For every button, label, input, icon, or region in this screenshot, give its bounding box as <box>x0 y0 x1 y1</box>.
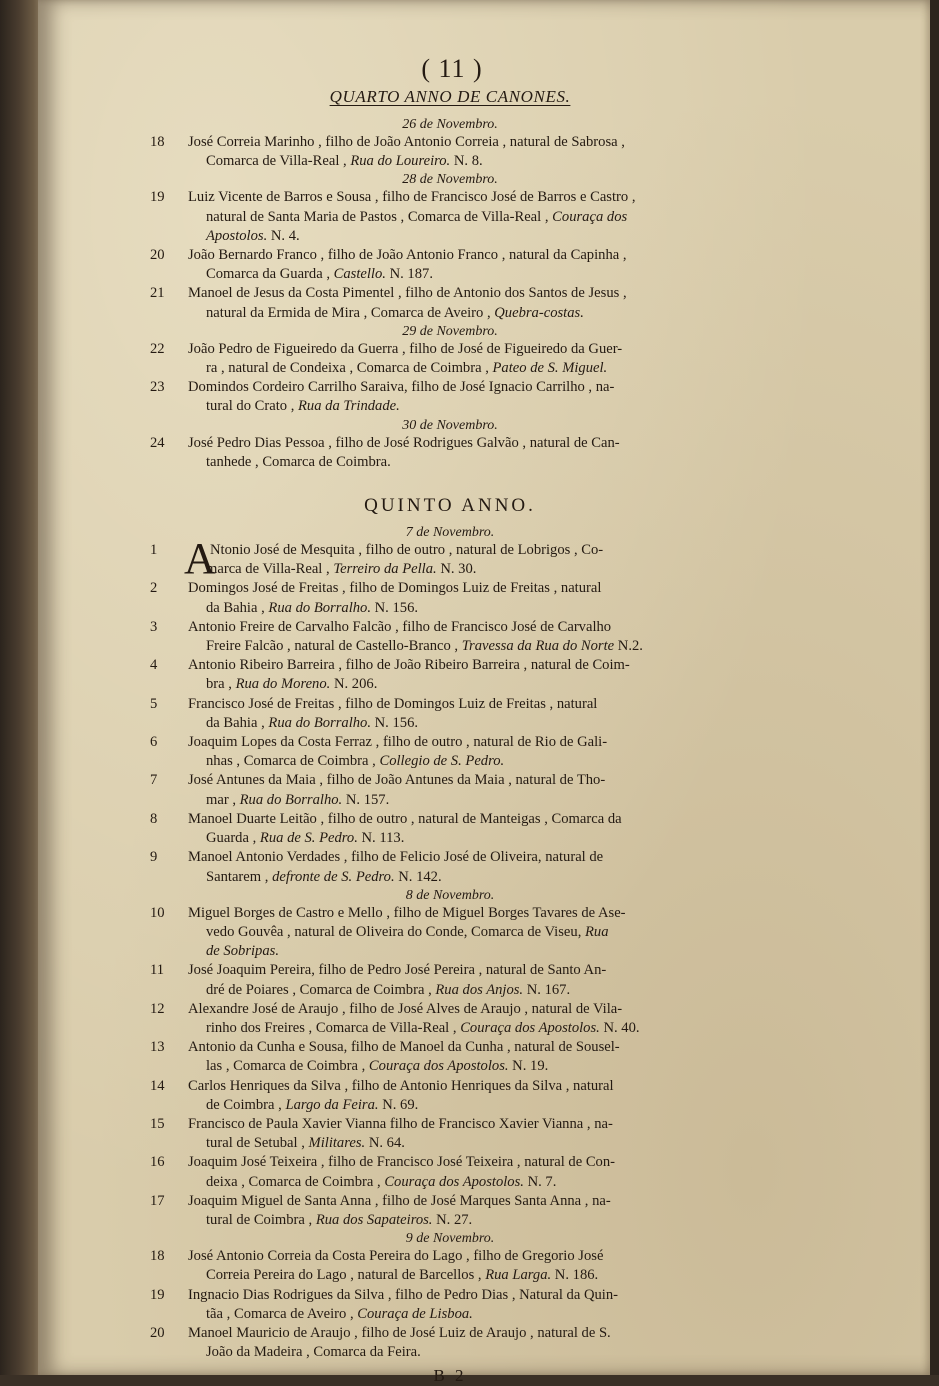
house-number: N. 167. <box>523 981 571 998</box>
street-address: Rua de S. Pedro. <box>259 830 358 847</box>
entry-text: da Bahia , <box>206 599 269 616</box>
entry-number: 13 <box>150 1039 165 1056</box>
entry-text-line: Luiz Vicente de Barros e Sousa , filho de Francisco José de Barros e Castro , <box>188 189 636 206</box>
list-item <box>150 340 750 378</box>
list-item <box>150 618 750 656</box>
entry-text-line: José Antunes da Maia , filho de João Antunes da Maia , natural de Tho- <box>188 772 606 789</box>
entry-number: 18 <box>150 1248 165 1265</box>
entry-text-line <box>188 397 750 416</box>
entry-text-line: Manoel Antonio Verdades , filho de Felicio José de Oliveira, natural de <box>188 849 604 866</box>
entry-text-line: Manoel Mauricio de Araujo , filho de José Luiz de Araujo , natural de S. <box>188 1324 611 1341</box>
entry-text-line <box>188 1266 750 1285</box>
entry-text-line: Manoel Duarte Leitão , filho de outro , natural de Manteigas , Comarca da <box>188 810 622 827</box>
street-address: Rua do Loureiro. <box>350 153 451 170</box>
entry-text-line: Joaquim Lopes da Costa Ferraz , filho de outro , natural de Rio de Gali- <box>188 734 608 751</box>
entry-text-line: José Joaquim Pereira, filho de Pedro José Pereira , natural de Santo An- <box>188 962 607 979</box>
entry-number: 1 <box>150 542 158 559</box>
list-item <box>150 695 750 733</box>
street-address: Rua do Moreno. <box>235 676 331 693</box>
street-address: Rua dos Sapateiros. <box>315 1211 433 1228</box>
house-number: N. 27. <box>432 1211 473 1228</box>
entry-number: 2 <box>150 580 158 597</box>
house-number: N. 156. <box>370 714 419 731</box>
list-item <box>150 246 750 284</box>
entry-text-line <box>188 1096 750 1115</box>
entry-text-line <box>188 1019 750 1038</box>
entry-text-line <box>188 1134 750 1153</box>
house-number: N. 186. <box>551 1267 599 1284</box>
house-number: N. 113. <box>357 830 405 847</box>
entry-text-line: Antonio Freire de Carvalho Falcão , filho de Francisco José de Carvalho <box>188 618 612 635</box>
entry-text-line <box>188 714 750 733</box>
entry-number: 10 <box>150 904 165 921</box>
street-address: Rua do Borralho. <box>239 791 343 808</box>
entry-text-line: Ntonio José de Mesquita , filho de outro , natural de Lobrigos , Co- <box>210 542 604 559</box>
entry-text-line <box>188 675 750 694</box>
street-address: Rua <box>585 923 609 940</box>
street-address: Rua do Borralho. <box>268 714 371 731</box>
list-item <box>150 1077 750 1115</box>
entry-text-line: José Correia Marinho , filho de João Antonio Correia , natural de Sabrosa , <box>188 134 625 150</box>
entry-text-line <box>188 752 750 771</box>
list-item <box>150 1115 750 1153</box>
list-item <box>150 133 750 171</box>
entry-text: João da Madeira , Comarca da Feira. <box>206 1344 421 1361</box>
entry-number: 3 <box>150 618 158 635</box>
street-address: Apostolos. <box>206 227 268 244</box>
entry-text: Comarca de Villa-Real , <box>206 153 351 170</box>
street-address: Rua Larga. <box>485 1267 552 1284</box>
entry-text-line <box>188 599 750 618</box>
house-number: N. 8. <box>450 153 483 170</box>
entry-number: 20 <box>150 1324 165 1341</box>
page-edge <box>930 0 939 1375</box>
house-number: N. 156. <box>370 599 419 616</box>
house-number: N.2. <box>614 638 643 655</box>
entry-text-line: Antonio Ribeiro Barreira , filho de João Ribeiro Barreira , natural de Coim- <box>188 657 630 674</box>
street-address: Rua do Borralho. <box>268 599 371 616</box>
house-number: N. 30. <box>436 561 477 578</box>
entry-number: 19 <box>150 1286 165 1303</box>
entry-text-line: Joaquim José Teixeira , filho de Francisco José Teixeira , natural de Con- <box>188 1154 616 1171</box>
entry-text: nhas , Comarca de Coimbra , <box>206 753 380 770</box>
entry-text-line <box>188 637 750 656</box>
entry-text-line <box>188 868 750 887</box>
entry-number: 17 <box>150 1192 165 1209</box>
entry-text-line: João Bernardo Franco , filho de João Antonio Franco , natural da Capinha , <box>188 247 627 264</box>
entry-text: Freire Falcão , natural de Castello-Branco , <box>206 638 462 655</box>
entry-text-line <box>188 359 750 378</box>
date-line: 26 de Novembro. <box>402 117 498 132</box>
house-number: N. 40. <box>599 1019 640 1036</box>
entry-text-line <box>188 1305 750 1324</box>
street-address: Travessa da Rua do Norte <box>461 638 615 655</box>
entry-text-line: Manoel de Jesus da Costa Pimentel , filho de Antonio dos Santos de Jesus , <box>188 285 627 302</box>
list-item <box>150 188 750 246</box>
entry-text: rinho dos Freires , Comarca de Villa-Real , <box>206 1019 461 1036</box>
list-item <box>150 1247 750 1285</box>
entry-text-line <box>188 791 750 810</box>
date-line: 8 de Novembro. <box>405 887 495 903</box>
entry-text-line <box>188 1211 750 1230</box>
drop-capital: A <box>184 534 216 584</box>
list-item <box>150 378 750 416</box>
entry-number: 23 <box>150 379 165 396</box>
entry-text-line: Carlos Henriques da Silva , filho de Antonio Henriques da Silva , natural <box>188 1077 614 1094</box>
page-heading: QUARTO ANNO DE CANONES. <box>329 87 571 106</box>
list-item <box>150 1324 750 1362</box>
house-number: N. 187. <box>385 266 433 283</box>
book-spine-shadow <box>0 0 42 1375</box>
entry-number: 4 <box>150 657 158 674</box>
entry-text-line: José Pedro Dias Pessoa , filho de José Rodrigues Galvão , natural de Can- <box>188 434 620 451</box>
house-number: N. 19. <box>508 1058 549 1075</box>
house-number: N. 69. <box>378 1096 419 1113</box>
list-item <box>150 810 750 848</box>
entry-text: ra , natural de Condeixa , Comarca de Coimbra , <box>206 360 493 377</box>
list-item <box>150 284 750 322</box>
entry-text: vedo Gouvêa , natural de Oliveira do Conde, Comarca de Viseu, <box>206 923 585 940</box>
house-number: N. 64. <box>365 1135 405 1152</box>
entry-text-line: José Antonio Correia da Costa Pereira do Lago , filho de Gregorio José <box>188 1248 604 1265</box>
list-item <box>150 961 750 999</box>
section-title: QUINTO ANNO. <box>364 495 536 517</box>
entry-text-line <box>188 1057 750 1076</box>
entry-text-line <box>188 560 750 579</box>
list-item <box>150 434 750 472</box>
street-address: Terreiro da Pella. <box>333 561 437 578</box>
list-item <box>150 1192 750 1230</box>
list-item <box>150 1153 750 1191</box>
entry-text-line <box>188 923 750 942</box>
signature-mark: B 2 <box>433 1366 467 1386</box>
list-item <box>150 656 750 694</box>
entry-number: 7 <box>150 772 158 789</box>
list-item <box>150 579 750 617</box>
entry-text: Santarem , <box>206 868 273 885</box>
street-address: Couraça dos Apostolos. <box>460 1019 600 1036</box>
entry-number: 21 <box>150 285 165 302</box>
fifth-year-list <box>150 524 750 1362</box>
entry-text: natural de Santa Maria de Pastos , Comarca de Villa-Real , <box>206 208 553 225</box>
entry-text-line <box>188 453 750 472</box>
entry-text: bra , <box>206 676 236 693</box>
entry-text-line: Francisco de Paula Xavier Vianna filho de Francisco Xavier Vianna , na- <box>188 1115 613 1132</box>
house-number: N. 142. <box>394 868 442 885</box>
page-content <box>150 52 750 1386</box>
street-address: Couraça de Lisboa. <box>357 1305 473 1322</box>
street-address: Collegio de S. Pedro. <box>379 753 505 770</box>
date-line: 9 de Novembro. <box>405 1231 495 1247</box>
list-item <box>150 848 750 886</box>
entry-text: tural do Crato , <box>206 398 299 415</box>
list-item <box>150 904 750 962</box>
house-number: N. 7. <box>523 1173 557 1190</box>
entry-number: 12 <box>150 1000 165 1017</box>
date-line: 7 de Novembro. <box>405 525 495 541</box>
street-address: de Sobripas. <box>206 943 279 960</box>
entry-text-line: João Pedro de Figueiredo da Guerra , filho de José de Figueiredo da Guer- <box>188 340 623 357</box>
entry-text: Comarca da Guarda , <box>206 266 334 283</box>
entry-text: tãa , Comarca de Aveiro , <box>206 1305 358 1322</box>
list-item <box>150 1000 750 1038</box>
entry-number: 11 <box>150 962 165 979</box>
street-address: defronte de S. Pedro. <box>272 868 395 885</box>
list-item <box>150 1286 750 1324</box>
street-address: Pateo de S. Miguel. <box>492 360 608 377</box>
entry-number: 5 <box>150 695 158 712</box>
entry-text-line <box>188 829 750 848</box>
entry-text-line: Ingnacio Dias Rodrigues da Silva , filho de Pedro Dias , Natural da Quin- <box>188 1286 619 1303</box>
date-line: 29 de Novembro. <box>402 323 498 339</box>
house-number: N. 4. <box>267 227 300 244</box>
list-item <box>150 534 750 584</box>
entry-text-line: Domindos Cordeiro Carrilho Saraiva, filho de José Ignacio Carrilho , na- <box>188 379 615 396</box>
entry-text-line <box>188 265 750 284</box>
street-address: Largo da Feira. <box>285 1096 379 1113</box>
entry-text: Correia Pereira do Lago , natural de Barcellos , <box>206 1267 486 1284</box>
entry-number: 6 <box>150 734 158 751</box>
entry-text-line: Domingos José de Freitas , filho de Domingos Luiz de Freitas , natural <box>188 580 602 597</box>
entry-text-line: Francisco José de Freitas , filho de Domingos Luiz de Freitas , natural <box>188 695 598 712</box>
date-line: 28 de Novembro. <box>402 172 498 188</box>
entry-text: dré de Poiares , Comarca de Coimbra , <box>206 981 436 998</box>
entry-text: mar , <box>206 791 240 808</box>
entry-text: tanhede , Comarca de Coimbra. <box>206 453 391 470</box>
entry-text: las , Comarca de Coimbra , <box>206 1058 369 1075</box>
entry-number: 14 <box>150 1077 165 1094</box>
entry-text-line <box>188 1343 750 1362</box>
street-address: Couraça dos Apostolos. <box>384 1173 524 1190</box>
entry-text-line <box>188 1173 750 1192</box>
entry-text: de Coimbra , <box>206 1096 286 1113</box>
fourth-year-list <box>150 116 750 472</box>
entry-text-line <box>188 227 750 246</box>
entry-text-line <box>188 152 750 171</box>
entry-text-line: Alexandre José de Araujo , filho de José Alves de Araujo , natural de Vila- <box>188 1000 623 1017</box>
list-item <box>150 733 750 771</box>
street-address: Quebra-costas. <box>494 304 584 321</box>
entry-text-line: Miguel Borges de Castro e Mello , filho de Miguel Borges Tavares de Ase- <box>188 904 626 921</box>
entry-text-line: Antonio da Cunha e Sousa, filho de Manoel da Cunha , natural de Sousel- <box>188 1039 620 1056</box>
entry-number: 20 <box>150 247 165 264</box>
page-number: ( 11 ) <box>421 54 483 83</box>
entry-number: 19 <box>150 189 165 206</box>
street-address: Rua dos Anjos. <box>435 981 524 998</box>
entry-text: da Bahia , <box>206 714 269 731</box>
entry-text-line <box>188 304 750 323</box>
entry-text-line <box>188 981 750 1000</box>
entry-number: 22 <box>150 340 165 357</box>
street-address: Couraça dos Apostolos. <box>368 1058 509 1075</box>
entry-text-line: Joaquim Miguel de Santa Anna , filho de José Marques Santa Anna , na- <box>188 1192 611 1209</box>
entry-text: Guarda , <box>206 830 260 847</box>
entry-text: natural da Ermida de Mira , Comarca de Aveiro , <box>206 304 495 321</box>
house-number: N. 206. <box>330 676 378 693</box>
entry-number: 16 <box>150 1154 165 1171</box>
entry-text-line <box>188 942 750 961</box>
list-item <box>150 771 750 809</box>
entry-text-line <box>188 208 750 227</box>
entry-number: 9 <box>150 849 158 866</box>
entry-text: deixa , Comarca de Coimbra , <box>206 1173 385 1190</box>
street-address: Castello. <box>333 266 386 283</box>
entry-text: tural de Coimbra , <box>206 1211 316 1228</box>
entry-number: 18 <box>150 134 165 150</box>
entry-number: 24 <box>150 434 165 451</box>
street-address: Militares. <box>308 1135 366 1152</box>
entry-text: tural de Setubal , <box>206 1135 309 1152</box>
entry-number: 8 <box>150 810 158 827</box>
street-address: Rua da Trindade. <box>298 398 400 415</box>
street-address: Couraça dos <box>552 208 628 225</box>
list-item <box>150 1038 750 1076</box>
house-number: N. 157. <box>342 791 390 808</box>
entry-number: 15 <box>150 1115 165 1132</box>
date-line: 30 de Novembro. <box>402 417 498 433</box>
entry-text: marca de Villa-Real , <box>206 561 334 578</box>
